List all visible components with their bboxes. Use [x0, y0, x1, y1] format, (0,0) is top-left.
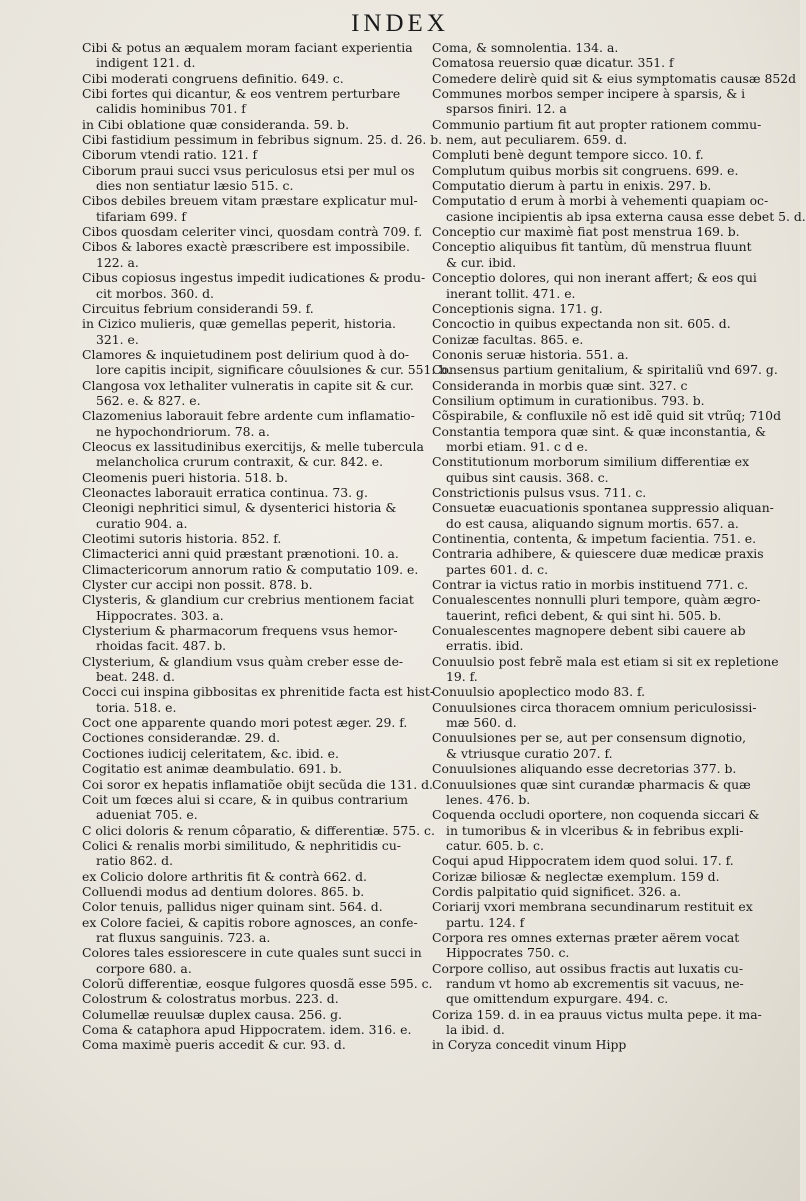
index-entry [432, 577, 767, 592]
index-entry-line: Consensus partium genitalium, & spiritaliũ vnd 697. g. [432, 362, 778, 378]
index-entry-line: sparsos finiri. 12. a [446, 101, 567, 117]
index-entry-line: curatio 904. a. [96, 515, 188, 531]
index-entry-line: ne hypochondriorum. 78. a. [96, 423, 270, 439]
index-entry-line: Cleomenis pueri historia. 518. b. [82, 469, 288, 485]
index-entry-line: Cibi fortes qui dicantur, & eos ventrem perturbare [82, 86, 401, 102]
index-entry-line: Conualescentes nonnulli pluri tempore, quàm ægro- [432, 592, 761, 608]
index-entry-line: Concoctio in quibus expectanda non sit. 605. d. [432, 316, 731, 332]
index-entry-line: Conualescentes magnopere debent sibi cauere ab [432, 623, 746, 639]
index-entry-line: Colores tales essiorescere in cute quales sunt succi in [82, 945, 422, 961]
index-entry-line: Coct one apparente quando mori potest æger. 29. f. [82, 715, 408, 731]
index-entry [432, 147, 767, 162]
index-entry [82, 163, 430, 194]
index-entry [432, 86, 767, 117]
index-entry [432, 531, 767, 546]
index-entry-line: Computatio dierum à partu in enixis. 297. b. [432, 178, 712, 194]
index-entry-line: tauerint, refici debent, & qui sint hi. 505. b. [446, 607, 722, 623]
index-entry-line: Complutum quibus morbis sit congruens. 699. e. [432, 162, 739, 178]
index-entry-line: Cleonactes laborauit erratica continua. 73. g. [82, 484, 368, 500]
index-entry-line: Coriza 159. d. in ea prauus victus multa pepe. it ma- [432, 1006, 762, 1022]
index-entry-line: & vtriusque curatio 207. f. [446, 745, 613, 761]
index-entry-line: Clamores & inquietudinem post delirium quod à do- [82, 346, 410, 362]
index-entry [82, 270, 430, 301]
index-entry [82, 899, 430, 914]
index-entry-line: in tumoribus & in vlceribus & in febribus expli- [446, 822, 744, 838]
index-entry [432, 869, 767, 884]
index-entry [82, 40, 430, 71]
index-entry-line: quibus sint causis. 368. c. [446, 469, 609, 485]
index-entry-line: Cocci cui inspina gibbositas ex phrenitide facta est hist- [82, 684, 435, 700]
index-entry-line: Comedere delirè quid sit & eius symptomatis causæ 852d [432, 70, 797, 86]
index-entry [432, 378, 767, 393]
index-entry-line: Conuulsiones per se, aut per consensum dignotio, [432, 730, 747, 746]
index-entry-line: Conizæ facultas. 865. e. [432, 331, 584, 347]
index-entry [82, 975, 433, 991]
index-entry-line: Conuulsio apoplectico modo 83. f. [432, 684, 646, 700]
index-entry [432, 485, 767, 500]
index-entry-line: Conuulsio post febrẽ mala est etiam si sit ex repletione [432, 653, 779, 669]
index-entry-line: Colorũ differentiæ, eosque fulgores quosdã esse 595. c. [82, 975, 433, 991]
index-entry [82, 485, 430, 500]
index-entry [432, 500, 774, 531]
index-entry-line: Cleocus ex lassitudinibus exercitijs, & melle tubercula [82, 438, 424, 454]
index-entry [432, 301, 767, 316]
index-entry-line: calidis hominibus 701. f [96, 101, 246, 117]
index-entry [82, 684, 435, 715]
index-entry [82, 730, 430, 745]
index-entry-line: Cõspirabile, & confluxile nõ est idẽ quid sit vtrũq; 710d [432, 408, 781, 424]
index-entry [82, 301, 430, 316]
index-entry-line: Clysteris, & glandium cur crebrius mentionem faciat [82, 592, 414, 608]
index-entry [82, 346, 452, 378]
index-entry [82, 117, 430, 132]
index-entry [82, 239, 430, 270]
index-entry-line: Colluendi modus ad dentium dolores. 865. b. [82, 883, 365, 899]
index-entry-line: lenes. 476. b. [446, 791, 531, 807]
index-entry [82, 715, 430, 730]
index-entry [82, 822, 435, 838]
index-entry-line: melancholica crurum contraxit, & cur. 842. e. [96, 454, 384, 470]
index-entry [432, 424, 767, 455]
index-entry-line: beat. 248. d. [96, 669, 175, 685]
index-entry-line: 19. f. [446, 669, 478, 685]
index-entry-line: ex Colore faciei, & capitis robore agnosces, an confe- [82, 914, 418, 930]
index-entry [82, 577, 430, 592]
index-entry-line: toria. 518. e. [96, 699, 177, 715]
index-entry [432, 777, 767, 808]
index-entry-line: mæ 560. d. [446, 715, 517, 731]
index-entry-line: do est causa, aliquando signum mortis. 657. a. [446, 515, 739, 531]
index-entry [432, 270, 767, 301]
index-entry-line: & cur. ibid. [446, 254, 517, 270]
index-entry [432, 70, 797, 86]
index-entry-line: Continentia, contenta, & impetum facientia. 751. e. [432, 531, 757, 546]
index-entry [82, 623, 430, 654]
index-entry-line: Coma maximè pueris accedit & cur. 93. d. [82, 1037, 346, 1053]
index-entry-line: rhoidas facit. 487. b. [96, 638, 227, 654]
index-entry-line: Conuulsiones quæ sint curandæ pharmacis & quæ [432, 776, 751, 792]
index-entry-line: Cogitatio est animæ deambulatio. 691. b. [82, 761, 342, 777]
index-entry [82, 147, 430, 162]
index-entry [82, 776, 433, 792]
index-entry [82, 945, 430, 976]
index-entry [432, 55, 767, 70]
index-entry [82, 562, 430, 577]
index-entry-line: Communio partium fit aut propter rationem commu- [432, 116, 762, 132]
index-entry-line: Columellæ reuulsæ duplex causa. 256. g. [82, 1006, 342, 1022]
index-entry [432, 347, 767, 362]
index-entry-line: in Cizico mulieris, quæ gemellas peperit, historia. [82, 316, 396, 332]
index-entry-line: Conceptio cur maximè fiat post menstrua 169. b. [432, 224, 740, 240]
index-entry-line: Compluti benè degunt tempore sicco. 10. f. [432, 147, 704, 163]
index-entry [82, 991, 430, 1006]
index-entry-line: Constrictionis pulsus vsus. 711. c. [432, 484, 647, 500]
index-entry [432, 700, 767, 731]
index-entry-line: partes 601. d. c. [446, 561, 549, 577]
index-entry-line: casione incipientis ab ipsa externa causa esse debet 5. d. [446, 208, 806, 224]
index-entry-line: Clysterium & pharmacorum frequens vsus hemor- [82, 623, 398, 639]
index-entry-line: Coma & cataphora apud Hippocratem. idem. 316. e. [82, 1022, 412, 1037]
index-entry-line: corpore 680. a. [96, 960, 192, 976]
index-entry [432, 684, 767, 699]
index-entry-line: 122. a. [96, 254, 139, 270]
index-entry-line: la ibid. d. [446, 1022, 505, 1037]
index-entry-line: Conceptio aliquibus fit tantùm, dũ menstrua fluunt [432, 239, 752, 255]
index-entry-line: Coqui apud Hippocratem idem quod solui. 17. f. [432, 853, 734, 869]
index-entry-line: indigent 121. d. [96, 55, 196, 71]
index-entry [82, 500, 430, 531]
left-index-column [82, 40, 452, 1053]
index-entry [82, 915, 430, 946]
index-entry [82, 439, 430, 470]
index-entry-line: Clysterium, & glandium vsus quàm creber esse de- [82, 653, 404, 669]
index-entry [432, 163, 767, 178]
index-entry-line: Cibi & potus an æqualem moram faciant experientia [82, 40, 413, 55]
index-entry [432, 623, 767, 654]
index-entry [432, 224, 767, 239]
index-entry-line: Corpora res omnes externas præter aërem vocat [432, 929, 740, 945]
index-entry-line: Climactericorum annorum ratio & computatio 109. e. [82, 561, 419, 577]
index-entry [82, 86, 430, 117]
index-entry-line: erratis. ibid. [446, 638, 524, 654]
index-entry-line: randum vt homo ab excrementis sit vacuus, ne- [446, 975, 744, 991]
index-entry [82, 1037, 430, 1052]
index-entry-line: Coriarij vxori membrana secundinarum restituit ex [432, 899, 753, 915]
index-entry-line: Coctiones iudicij celeritatem, &c. ibid. e. [82, 745, 339, 761]
index-entry-line: Cibos debiles breuem vitam præstare explicatur mul- [82, 193, 418, 209]
index-entry-line: ex Colicio dolore arthritis fit & contrà 662. d. [82, 868, 367, 884]
index-entry-line: Cibos & labores exactè præscribere est impossibile. [82, 239, 410, 255]
index-entry-line: Colostrum & colostratus morbus. 223. d. [82, 991, 339, 1007]
index-entry [432, 193, 806, 224]
index-entry-line: Conceptionis signa. 171. g. [432, 300, 603, 316]
index-entry-line: Clangosa vox lethaliter vulneratis in capite sit & cur. [82, 377, 414, 393]
index-entry [432, 761, 767, 776]
index-entry [432, 899, 767, 930]
index-entry-line: Contraria adhibere, & quiescere duæ medicæ praxis [432, 546, 764, 562]
index-entry-line: Conuulsiones circa thoracem omnium periculosissi- [432, 699, 757, 715]
index-entry-line: partu. 124. f [446, 914, 525, 930]
index-entry [82, 792, 430, 823]
index-entry [82, 1007, 430, 1022]
index-entry-line: Hippocrates. 303. a. [96, 607, 224, 623]
index-entry-line: Coctiones considerandæ. 29. d. [82, 730, 281, 746]
index-entry [82, 592, 430, 623]
index-entry [432, 332, 767, 347]
index-entry [432, 930, 767, 961]
index-entry [82, 746, 430, 761]
index-entry-line: Contrar ia victus ratio in morbis instituend 771. c. [432, 577, 749, 593]
index-entry [82, 654, 430, 685]
index-entry [82, 132, 443, 148]
index-entry [432, 40, 767, 55]
index-entry-line: Cleonigi nephritici simul, & dysenterici historia & [82, 500, 397, 516]
index-entry-line: Consuetæ euacuationis spontanea suppressio aliquan- [432, 500, 774, 516]
index-entry-line: Constitutionum morborum similium differentiæ ex [432, 454, 750, 470]
index-entry [82, 838, 430, 869]
index-entry [82, 470, 430, 485]
index-entry-line: Color tenuis, pallidus niger quinam sint. 564. d. [82, 899, 383, 915]
index-entry-line: rat fluxus sanguinis. 723. a. [96, 929, 271, 945]
index-entry-line: Ciborum vtendi ratio. 121. f [82, 147, 258, 163]
index-entry [82, 869, 430, 884]
index-entry-line: Clyster cur accipi non possit. 878. b. [82, 577, 313, 593]
index-entry-line: tifariam 699. f [96, 208, 186, 224]
index-entry-line: Conuulsiones aliquando esse decretorias 377. b. [432, 761, 737, 777]
index-entry-line: inerant tollit. 471. e. [446, 285, 576, 301]
index-entry [432, 807, 767, 853]
index-entry-line: Communes morbos semper incipere à sparsis, & i [432, 86, 746, 102]
index-entry-line: Climacterici anni quid præstant prænotioni. 10. a. [82, 546, 399, 562]
index-entry-line: Coquenda occludi oportere, non coquenda siccari & [432, 807, 760, 823]
index-entry-line: Cononis seruæ historia. 551. a. [432, 346, 629, 362]
index-entry-line: morbi etiam. 91. c d e. [446, 438, 588, 454]
index-entry-line: Cibus copiosus ingestus impedit iudicationes & produ- [82, 270, 426, 286]
index-entry-line: catur. 605. b. c. [446, 837, 544, 853]
index-entry-line: Consilium optimum in curationibus. 793. b. [432, 392, 705, 408]
index-entry [82, 408, 430, 439]
index-entry-line: 321. e. [96, 331, 139, 347]
page-title: INDEX [351, 10, 449, 37]
index-entry [432, 653, 779, 685]
index-entry-line: Coi soror ex hepatis inflamatiõe obijt secũda die 131. d. [82, 776, 433, 792]
index-entry [82, 761, 430, 776]
index-entry-line: Computatio d erum à morbi à vehementi quapiam oc- [432, 193, 769, 209]
index-entry [432, 178, 767, 193]
index-entry-line: Clazomenius laborauit febre ardente cum inflamatio- [82, 408, 415, 424]
index-entry [432, 239, 767, 270]
index-entry-line: Cibi fastidium pessimum in febribus signum. 25. d. 26. b. [82, 132, 443, 148]
index-entry-line: dies non sentiatur læsio 515. c. [96, 178, 294, 194]
index-entry-line: cit morbos. 360. d. [96, 285, 214, 301]
index-entry-line: Coit um fœces alui si ccare, & in quibus contrarium [82, 791, 409, 807]
index-entry [82, 224, 430, 239]
index-entry [432, 117, 767, 148]
index-entry [82, 71, 430, 86]
index-entry [432, 961, 767, 1007]
index-entry-line: Cibi moderati congruens definitio. 649. c. [82, 70, 344, 86]
index-entry-line: Colici & renalis morbi similitudo, & nephritidis cu- [82, 837, 401, 853]
index-entry [82, 884, 430, 899]
index-entry-line: in Cibi oblatione quæ consideranda. 59. b. [82, 116, 350, 132]
index-entry [432, 1037, 767, 1052]
index-entry [432, 316, 767, 331]
index-entry-line: in Coryza concedit vinum Hipp [432, 1037, 627, 1053]
index-entry-line: Conceptio dolores, qui non inerant affert; & eos qui [432, 270, 757, 286]
index-entry [432, 730, 767, 761]
index-entry [432, 362, 778, 378]
index-entry [82, 531, 430, 546]
index-entry [82, 1022, 430, 1037]
index-entry-line: Constantia tempora quæ sint. & quæ inconstantia, & [432, 423, 766, 439]
index-entry-line: lore capitis incipit, significare côuulsiones & cur. 551. b. [96, 362, 452, 378]
index-entry [432, 393, 767, 408]
index-entry-line: Cibos quosdam celeriter vinci, quosdam contrà 709. f. [82, 224, 423, 240]
index-entry [432, 1007, 767, 1038]
index-entry-line: nem, aut peculiarem. 659. d. [446, 132, 628, 148]
index-entry [432, 884, 767, 899]
index-entry-line: que omittendum expurgare. 494. c. [446, 991, 669, 1007]
index-entry [432, 408, 781, 424]
index-entry-line: 562. e. & 827. e. [96, 392, 201, 408]
index-entry [82, 316, 430, 347]
index-entry-line: C olici doloris & renum côparatio, & differentiæ. 575. c. [82, 822, 435, 838]
index-entry-line: Coma, & somnolentia. 134. a. [432, 40, 619, 55]
index-entry-line: Ciborum praui succi vsus periculosus etsi per mul os [82, 162, 415, 178]
index-entry [82, 193, 430, 224]
index-entry-line: Cordis palpitatio quid significet. 326. a. [432, 883, 682, 899]
index-entry [432, 592, 767, 623]
index-entry-line: Corpore collisο, aut ossibus fractis aut luxatis cu- [432, 960, 744, 976]
index-entry [432, 546, 767, 577]
index-entry-line: Corizæ biliosæ & neglectæ exemplum. 159 d. [432, 868, 720, 884]
index-entry [82, 546, 430, 561]
index-entry-line: Comatosa reuersio quæ dicatur. 351. f [432, 55, 674, 71]
index-entry-line: adueniat 705. e. [96, 807, 198, 823]
right-index-column [432, 40, 806, 1053]
index-entry-line: Circuitus febrium considerandi 59. f. [82, 300, 314, 316]
index-entry [432, 454, 767, 485]
index-entry [82, 378, 430, 409]
index-entry [432, 853, 767, 868]
index-entry-line: ratio 862. d. [96, 853, 174, 869]
index-entry-line: Hippocrates 750. c. [446, 945, 570, 961]
index-entry-line: Consideranda in morbis quæ sint. 327. c [432, 377, 688, 393]
index-entry-line: Cleotimi sutoris historia. 852. f. [82, 531, 282, 546]
